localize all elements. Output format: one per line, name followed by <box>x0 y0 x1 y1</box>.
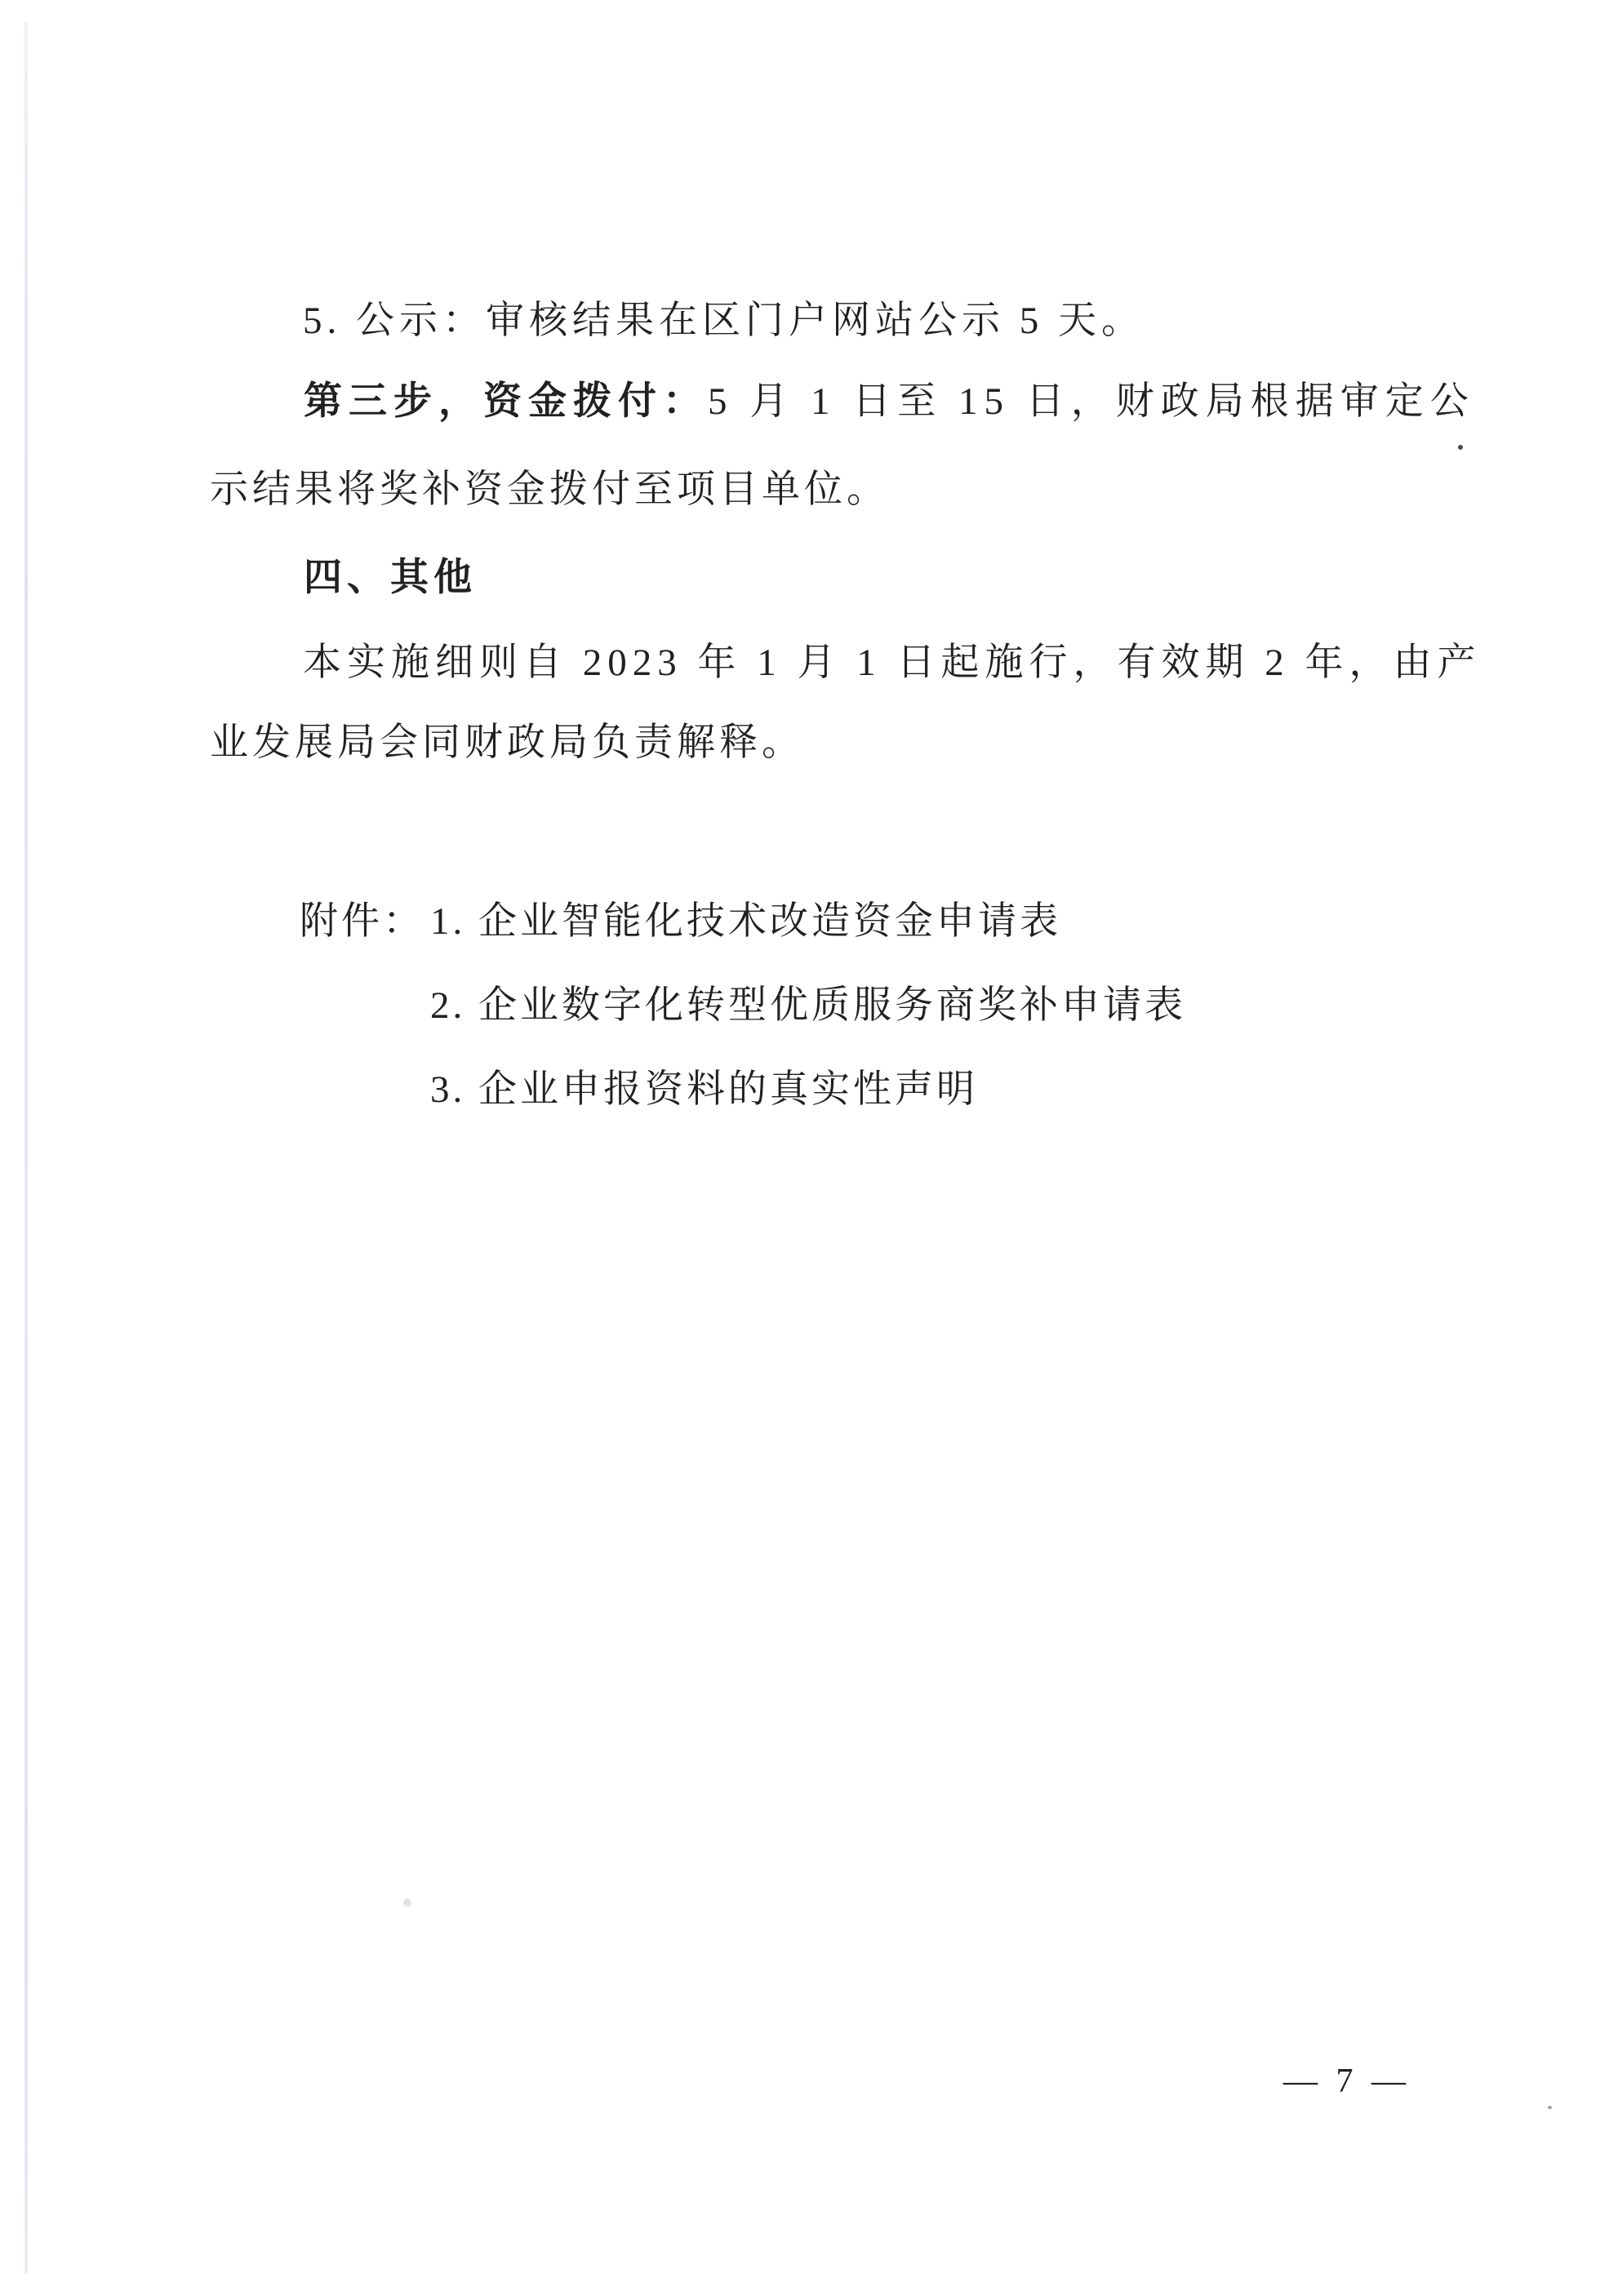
body-line-effective-date: 本实施细则自 2023 年 1 月 1 日起施行，有效期 2 年，由产 <box>303 642 1482 684</box>
attachments-label: 附件： <box>300 900 425 943</box>
section-heading-other: 四、其他 <box>304 557 477 599</box>
scan-speck <box>403 1899 411 1907</box>
body-line-public-notice: 5. 公示：审核结果在区门户网站公示 5 天。 <box>303 300 1145 342</box>
body-line-step-three-cont: 示结果将奖补资金拨付至项目单位。 <box>210 469 889 511</box>
step-three-text: 5 月 1 日至 15 日，财政局根据审定公 <box>708 380 1475 423</box>
scan-speck <box>1458 445 1463 450</box>
scan-speck <box>1548 2106 1552 2109</box>
attachment-item-1: 1. 企业智能化技术改造资金申请表 <box>430 900 1061 943</box>
page-number: — 7 — <box>1283 2063 1411 2100</box>
step-three-heading-bold: 第三步，资金拨付： <box>304 380 708 423</box>
body-line-effective-date-cont: 业发展局会同财政局负责解释。 <box>210 722 804 764</box>
attachment-item-2: 2. 企业数字化转型优质服务商奖补申请表 <box>430 984 1186 1027</box>
attachment-item-3: 3. 企业申报资料的真实性声明 <box>430 1068 978 1111</box>
scan-edge-line <box>24 23 28 2274</box>
body-line-step-three <box>304 379 1475 424</box>
